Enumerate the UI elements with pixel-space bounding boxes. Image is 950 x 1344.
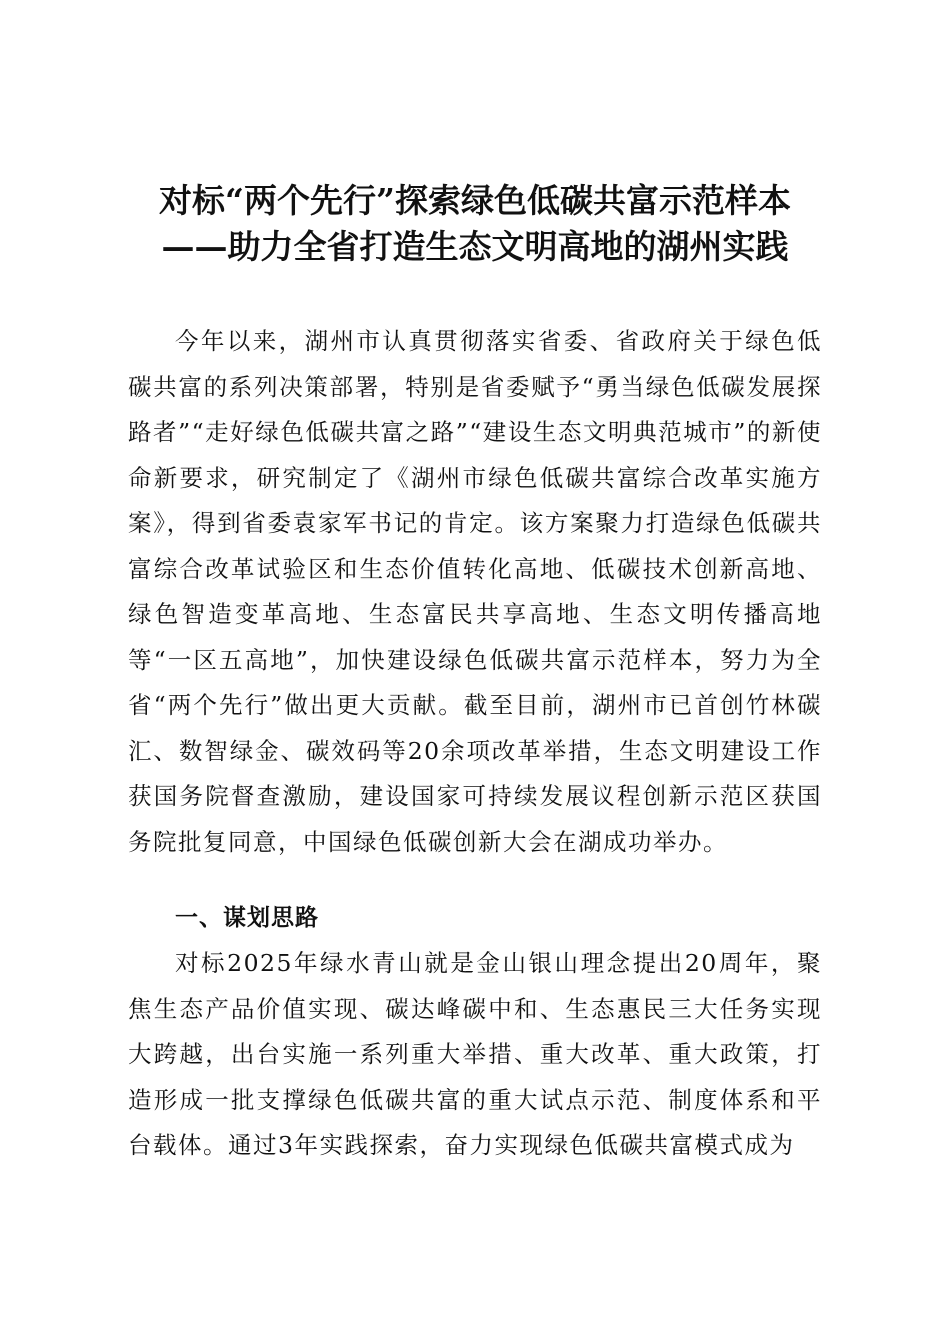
section-heading-planning: 一、谋划思路 (175, 905, 319, 931)
planning-paragraph: 对标2025年绿水青山就是金山银山理念提出20周年，聚焦生态产品价值实现、碳达峰碳中和、生态惠民三大任务实现大跨越，出台实施一系列重大举措、重大改革、重大政策，打造形成一批支撑绿色低碳共富的重大试点示范、制度体系和平台载体。通过3年实践探索，奋力实现绿色低碳共富模式成为 (128, 949, 822, 1159)
intro-paragraph: 今年以来，湖州市认真贯彻落实省委、省政府关于绿色低碳共富的系列决策部署，特别是省委赋予“勇当绿色低碳发展探路者”“走好绿色低碳共富之路”“建设生态文明典范城市”的新使命新要求，研究制定了《湖州市绿色低碳共富综合改革实施方案》，得到省委袁家军书记的肯定。该方案聚力打造绿色低碳共富综合改革试验区和生态价值转化高地、低碳技术创新高地、绿色智造变革高地、生态富民共享高地、生态文明传播高地等“一区五高地”，加快建设绿色低碳共富示范样本，努力为全省“两个先行”做出更大贡献。截至目前，湖州市已首创竹林碳汇、数智绿金、碳效码等20余项改革举措，生态文明建设工作获国务院督查激励，建设国家可持续发展议程创新示范区获国务院批复同意，中国绿色低碳创新大会在湖成功举办。 (128, 327, 822, 856)
document-subtitle: ——助力全省打造生态文明高地的湖州实践 (161, 227, 789, 266)
document-title: 对标“两个先行”探索绿色低碳共富示范样本 (159, 181, 791, 220)
